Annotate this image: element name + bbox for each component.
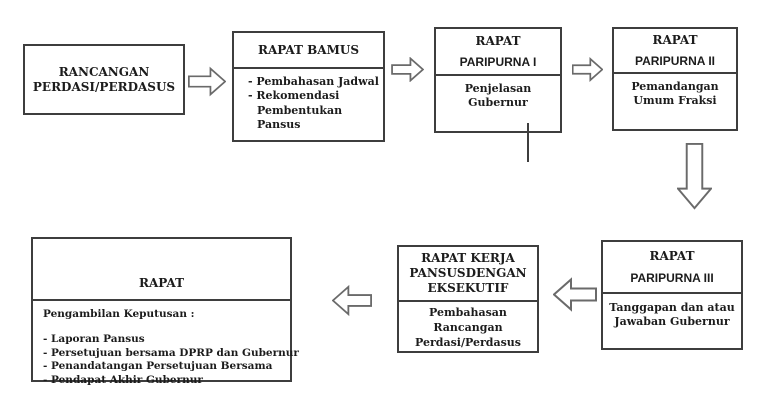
rapat-keputusan-subtitle: Pengambilan Keputusan :: [43, 308, 195, 320]
paripurna2-title-bottom: PARIPURNA II: [634, 53, 715, 68]
paripurna2-body-line2: Umum Fraksi: [633, 94, 717, 108]
keputusan-item-2: - Persetujuan bersama DPRP dan Gubernur: [43, 346, 299, 359]
paripurna1-title-top: RAPAT: [475, 33, 521, 48]
rapat-kerja-title-line2: PANSUSDENGAN: [409, 266, 527, 280]
rapat-kerja-body-line3: Perdasi/Perdasus: [415, 335, 521, 349]
rapat-kerja-title-line3: EKSEKUTIF: [427, 281, 509, 295]
box-rapat-paripurna-3: [601, 240, 743, 350]
bamus-item-1: - Pembahasan Jadwal: [248, 75, 379, 88]
paripurna3-title-bottom: PARIPURNA III: [630, 270, 714, 285]
box-rancangan-perdasi-perdasus: [23, 44, 185, 115]
arrow-right-3-icon: [572, 57, 603, 82]
rancangan-line1: RANCANGAN: [58, 64, 150, 79]
box-rapat-bamus: [232, 31, 385, 142]
arrow-left-2-icon: [332, 284, 372, 317]
keputusan-item-1: - Laporan Pansus: [43, 333, 145, 346]
paripurna1-body-line1: Penjelasan: [464, 82, 532, 95]
arrow-down-icon: [677, 142, 712, 210]
box-rapat-paripurna-1: [434, 27, 562, 133]
bamus-title: RAPAT BAMUS: [257, 42, 360, 57]
rancangan-line2: PERDASI/PERDASUS: [32, 79, 176, 94]
paripurna1-title-bottom: PARIPURNA I: [459, 54, 537, 69]
arrow-right-2-icon: [391, 57, 424, 82]
rapat-kerja-body-line2: Rancangan: [433, 320, 503, 334]
stray-vertical-line: [527, 123, 529, 162]
arrow-left-1-icon: [553, 277, 597, 312]
bamus-item-2: - Rekomendasi Pembentukan Pansus: [248, 89, 343, 131]
paripurna3-body-line1: Tanggapan dan atau: [609, 301, 735, 314]
paripurna2-body-line1: Pemandangan: [631, 80, 719, 93]
box-rapat-paripurna-2: [612, 27, 738, 131]
keputusan-item-4: - Pendapat Akhir Gubernur: [43, 373, 203, 386]
paripurna2-title-top: RAPAT: [652, 32, 698, 47]
paripurna1-body-line2: Gubernur: [468, 96, 528, 110]
paripurna3-body-line2: Jawaban Gubernur: [614, 315, 730, 329]
keputusan-item-3: - Penandatangan Persetujuan Bersama: [43, 360, 273, 373]
rapat-kerja-title-line1: RAPAT KERJA: [421, 251, 515, 265]
arrow-right-1-icon: [188, 66, 226, 97]
rapat-keputusan-title: RAPAT: [138, 276, 185, 290]
paripurna3-title-top: RAPAT: [649, 248, 695, 263]
box-rapat-kerja-pansus: [397, 245, 539, 353]
box-rapat-keputusan: [31, 237, 299, 386]
rapat-kerja-body-line1: Pembahasan: [429, 306, 507, 319]
